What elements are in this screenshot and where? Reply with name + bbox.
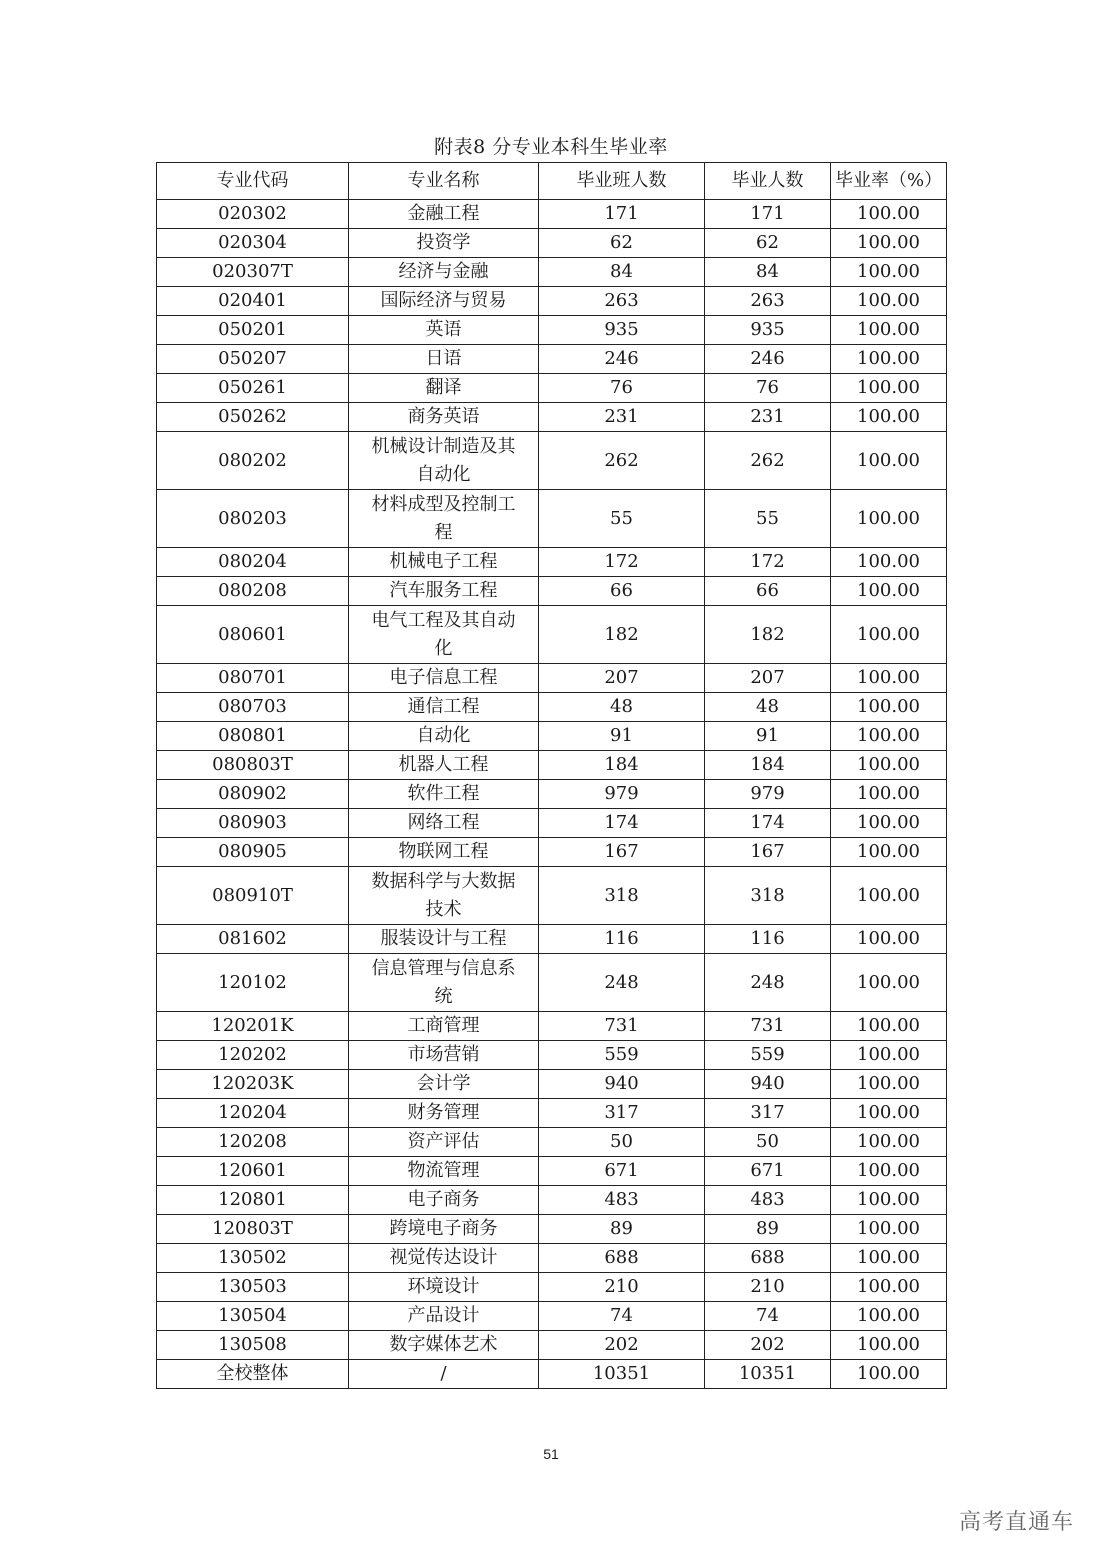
cell-code: 130503 (157, 1273, 349, 1302)
cell-name-line: 翻译 (425, 377, 462, 398)
watermark: 高考直通车 (958, 1510, 1074, 1535)
cell-class-count: 116 (539, 925, 705, 954)
cell-grad-count: 74 (705, 1302, 831, 1331)
cell-name-line: 程 (434, 521, 453, 543)
cell-class-count: 91 (539, 722, 705, 751)
cell-grad-count: 55 (705, 490, 831, 548)
table-row (157, 1099, 947, 1128)
cell-code: 020401 (157, 287, 349, 316)
cell-class-count: 62 (539, 229, 705, 258)
cell-code: 080703 (157, 693, 349, 722)
cell-class-count: 317 (539, 1099, 705, 1128)
cell-name-line: 电子商务 (407, 1189, 480, 1210)
cell-name-line: 机械电子工程 (389, 551, 498, 572)
cell-name (349, 1186, 539, 1215)
cell-name (349, 1244, 539, 1273)
cell-rate: 100.00 (831, 1302, 947, 1331)
cell-class-count: 688 (539, 1244, 705, 1273)
cell-rate: 100.00 (831, 345, 947, 374)
cell-name (349, 954, 539, 1012)
cell-code: 120601 (157, 1157, 349, 1186)
cell-grad-count: 76 (705, 374, 831, 403)
header-rate: 毕业率（%） (831, 163, 947, 200)
cell-name-line: 自动化 (416, 463, 471, 485)
table-row (157, 287, 947, 316)
cell-name (349, 1012, 539, 1041)
cell-grad-count: 318 (705, 867, 831, 925)
cell-rate: 100.00 (831, 287, 947, 316)
cell-rate: 100.00 (831, 1186, 947, 1215)
cell-rate: 100.00 (831, 1157, 947, 1186)
table-row (157, 1128, 947, 1157)
cell-grad-count: 979 (705, 780, 831, 809)
cell-name (349, 1070, 539, 1099)
cell-grad-count: 935 (705, 316, 831, 345)
cell-class-count: 731 (539, 1012, 705, 1041)
cell-rate: 100.00 (831, 1244, 947, 1273)
cell-class-count: 935 (539, 316, 705, 345)
cell-grad-count: 91 (705, 722, 831, 751)
cell-class-count: 483 (539, 1186, 705, 1215)
table-row (157, 1360, 947, 1389)
table-row (157, 925, 947, 954)
cell-rate: 100.00 (831, 229, 947, 258)
cell-grad-count: 559 (705, 1041, 831, 1070)
cell-grad-count: 246 (705, 345, 831, 374)
table-row (157, 200, 947, 229)
cell-class-count: 318 (539, 867, 705, 925)
cell-code: 130508 (157, 1331, 349, 1360)
cell-name-line: 产品设计 (407, 1305, 480, 1326)
cell-code: 130504 (157, 1302, 349, 1331)
cell-rate: 100.00 (831, 1128, 947, 1157)
cell-class-count: 66 (539, 577, 705, 606)
cell-grad-count: 48 (705, 693, 831, 722)
cell-code: 120803T (157, 1215, 349, 1244)
cell-name-line: 统 (434, 985, 453, 1007)
cell-rate: 100.00 (831, 548, 947, 577)
cell-grad-count: 940 (705, 1070, 831, 1099)
cell-name-line: 资产评估 (407, 1131, 480, 1152)
cell-name-line: 机器人工程 (398, 754, 489, 775)
cell-name (349, 693, 539, 722)
table-row (157, 577, 947, 606)
cell-name-line: 材料成型及控制工 (371, 493, 516, 515)
cell-name (349, 403, 539, 432)
cell-code: 080203 (157, 490, 349, 548)
cell-name-line: 电子信息工程 (389, 667, 498, 688)
table-row (157, 374, 947, 403)
header-code: 专业代码 (157, 163, 349, 200)
cell-class-count: 263 (539, 287, 705, 316)
cell-class-count: 10351 (539, 1360, 705, 1389)
cell-rate: 100.00 (831, 1041, 947, 1070)
cell-name (349, 200, 539, 229)
cell-rate: 100.00 (831, 1331, 947, 1360)
cell-rate: 100.00 (831, 1070, 947, 1099)
cell-code: 050201 (157, 316, 349, 345)
cell-name-line: 国际经济与贸易 (380, 290, 507, 311)
cell-name (349, 925, 539, 954)
cell-class-count: 248 (539, 954, 705, 1012)
cell-rate: 100.00 (831, 867, 947, 925)
cell-name-line: 金融工程 (407, 203, 480, 224)
cell-code: 020302 (157, 200, 349, 229)
cell-class-count: 940 (539, 1070, 705, 1099)
cell-name (349, 664, 539, 693)
cell-code: 120801 (157, 1186, 349, 1215)
table-row (157, 1302, 947, 1331)
header-name: 专业名称 (349, 163, 539, 200)
cell-rate: 100.00 (831, 1215, 947, 1244)
cell-grad-count: 202 (705, 1331, 831, 1360)
cell-code: 130502 (157, 1244, 349, 1273)
cell-class-count: 171 (539, 200, 705, 229)
cell-name (349, 229, 539, 258)
cell-code: 020307T (157, 258, 349, 287)
cell-rate: 100.00 (831, 838, 947, 867)
table-row (157, 490, 947, 548)
cell-name (349, 1360, 539, 1389)
cell-name (349, 287, 539, 316)
cell-name (349, 722, 539, 751)
cell-class-count: 76 (539, 374, 705, 403)
cell-code: 050262 (157, 403, 349, 432)
cell-name (349, 490, 539, 548)
cell-grad-count: 116 (705, 925, 831, 954)
cell-code: 120201K (157, 1012, 349, 1041)
cell-name-line: 跨境电子商务 (389, 1218, 498, 1239)
cell-name-line: 机械设计制造及其 (371, 435, 516, 457)
cell-rate: 100.00 (831, 780, 947, 809)
table-row (157, 403, 947, 432)
cell-name (349, 867, 539, 925)
cell-name (349, 1331, 539, 1360)
cell-name-line: 财务管理 (407, 1102, 480, 1123)
cell-class-count: 202 (539, 1331, 705, 1360)
table-row (157, 316, 947, 345)
cell-class-count: 207 (539, 664, 705, 693)
cell-name-line: 软件工程 (407, 783, 480, 804)
table-row (157, 548, 947, 577)
cell-code: 081602 (157, 925, 349, 954)
cell-name-line: 英语 (425, 319, 462, 340)
cell-grad-count: 50 (705, 1128, 831, 1157)
cell-grad-count: 671 (705, 1157, 831, 1186)
cell-grad-count: 207 (705, 664, 831, 693)
cell-grad-count: 210 (705, 1273, 831, 1302)
cell-name-line: 会计学 (416, 1073, 471, 1094)
cell-name (349, 606, 539, 664)
cell-grad-count: 263 (705, 287, 831, 316)
cell-rate: 100.00 (831, 316, 947, 345)
table-row (157, 867, 947, 925)
table-body (157, 200, 947, 1389)
cell-name (349, 432, 539, 490)
cell-rate: 100.00 (831, 1273, 947, 1302)
cell-name-line: 日语 (425, 348, 462, 369)
cell-name-line: 投资学 (416, 232, 471, 253)
cell-name (349, 258, 539, 287)
cell-class-count: 48 (539, 693, 705, 722)
cell-class-count: 979 (539, 780, 705, 809)
cell-grad-count: 171 (705, 200, 831, 229)
cell-grad-count: 84 (705, 258, 831, 287)
cell-grad-count: 10351 (705, 1360, 831, 1389)
cell-code: 080803T (157, 751, 349, 780)
cell-grad-count: 172 (705, 548, 831, 577)
cell-code: 全校整体 (157, 1360, 349, 1389)
cell-grad-count: 184 (705, 751, 831, 780)
cell-class-count: 84 (539, 258, 705, 287)
cell-name (349, 316, 539, 345)
cell-rate: 100.00 (831, 954, 947, 1012)
cell-grad-count: 62 (705, 229, 831, 258)
cell-code: 080910T (157, 867, 349, 925)
cell-code: 120203K (157, 1070, 349, 1099)
graduation-rate-table (156, 162, 947, 1389)
table-row (157, 664, 947, 693)
cell-class-count: 172 (539, 548, 705, 577)
cell-code: 120102 (157, 954, 349, 1012)
cell-name-line: 商务英语 (407, 406, 480, 427)
table-row (157, 1244, 947, 1273)
cell-class-count: 167 (539, 838, 705, 867)
table-row (157, 1215, 947, 1244)
cell-name (349, 1273, 539, 1302)
cell-grad-count: 248 (705, 954, 831, 1012)
table-row (157, 1157, 947, 1186)
cell-code: 080801 (157, 722, 349, 751)
cell-name-line: 服装设计与工程 (380, 928, 507, 949)
cell-rate: 100.00 (831, 200, 947, 229)
cell-name (349, 374, 539, 403)
table-row (157, 606, 947, 664)
cell-rate: 100.00 (831, 490, 947, 548)
cell-code: 080204 (157, 548, 349, 577)
cell-name-line: 信息管理与信息系 (371, 957, 516, 979)
cell-class-count: 671 (539, 1157, 705, 1186)
cell-name-line: 汽车服务工程 (389, 580, 498, 601)
cell-name (349, 577, 539, 606)
cell-code: 080601 (157, 606, 349, 664)
cell-grad-count: 66 (705, 577, 831, 606)
cell-name-line: 市场营销 (407, 1044, 480, 1065)
cell-rate: 100.00 (831, 925, 947, 954)
table-row (157, 954, 947, 1012)
cell-name (349, 1157, 539, 1186)
cell-class-count: 50 (539, 1128, 705, 1157)
cell-class-count: 74 (539, 1302, 705, 1331)
cell-name-line: 化 (434, 637, 453, 659)
cell-code: 020304 (157, 229, 349, 258)
cell-code: 080202 (157, 432, 349, 490)
cell-code: 050261 (157, 374, 349, 403)
cell-name-line: 经济与金融 (398, 261, 489, 282)
cell-name-line: 自动化 (416, 725, 471, 746)
cell-grad-count: 89 (705, 1215, 831, 1244)
cell-class-count: 184 (539, 751, 705, 780)
table-row (157, 751, 947, 780)
cell-class-count: 231 (539, 403, 705, 432)
cell-name-line: 数字媒体艺术 (389, 1334, 498, 1355)
cell-name (349, 751, 539, 780)
cell-code: 120202 (157, 1041, 349, 1070)
cell-rate: 100.00 (831, 432, 947, 490)
cell-rate: 100.00 (831, 258, 947, 287)
cell-grad-count: 182 (705, 606, 831, 664)
table-row (157, 809, 947, 838)
table-header-row (157, 163, 947, 200)
header-grad-count: 毕业人数 (705, 163, 831, 200)
table-row (157, 1012, 947, 1041)
cell-grad-count: 317 (705, 1099, 831, 1128)
cell-code: 080208 (157, 577, 349, 606)
cell-rate: 100.00 (831, 1360, 947, 1389)
cell-name (349, 780, 539, 809)
table-row (157, 1041, 947, 1070)
cell-code: 080701 (157, 664, 349, 693)
table-row (157, 345, 947, 374)
table-row (157, 1070, 947, 1099)
table-row (157, 1273, 947, 1302)
cell-class-count: 182 (539, 606, 705, 664)
table-row (157, 693, 947, 722)
page-number: 51 (543, 1446, 559, 1462)
cell-rate: 100.00 (831, 722, 947, 751)
cell-grad-count: 731 (705, 1012, 831, 1041)
table-row (157, 838, 947, 867)
cell-name-line: 物联网工程 (398, 841, 489, 862)
cell-rate: 100.00 (831, 693, 947, 722)
table-row (157, 780, 947, 809)
cell-code: 080902 (157, 780, 349, 809)
cell-rate: 100.00 (831, 577, 947, 606)
cell-grad-count: 262 (705, 432, 831, 490)
cell-name (349, 1215, 539, 1244)
cell-name-line: 数据科学与大数据 (371, 870, 516, 892)
cell-name-line: 工商管理 (407, 1015, 480, 1036)
table-row (157, 1186, 947, 1215)
cell-rate: 100.00 (831, 374, 947, 403)
cell-code: 120208 (157, 1128, 349, 1157)
cell-name (349, 548, 539, 577)
cell-name-line: 视觉传达设计 (389, 1247, 498, 1268)
table-row (157, 722, 947, 751)
table-caption: 附表8 分专业本科生毕业率 (434, 136, 668, 158)
cell-class-count: 174 (539, 809, 705, 838)
cell-name (349, 1099, 539, 1128)
cell-rate: 100.00 (831, 1012, 947, 1041)
table-row (157, 258, 947, 287)
cell-class-count: 89 (539, 1215, 705, 1244)
cell-code: 050207 (157, 345, 349, 374)
cell-grad-count: 483 (705, 1186, 831, 1215)
cell-rate: 100.00 (831, 606, 947, 664)
cell-name-line: 网络工程 (407, 812, 480, 833)
table-row (157, 432, 947, 490)
cell-class-count: 246 (539, 345, 705, 374)
table-row (157, 229, 947, 258)
cell-code: 080905 (157, 838, 349, 867)
cell-name-line: 环境设计 (407, 1276, 480, 1297)
table-row (157, 1331, 947, 1360)
cell-name (349, 1128, 539, 1157)
cell-rate: 100.00 (831, 809, 947, 838)
cell-name-line: 技术 (425, 898, 462, 920)
cell-name-line: / (440, 1363, 447, 1384)
cell-grad-count: 688 (705, 1244, 831, 1273)
cell-name (349, 838, 539, 867)
cell-name-line: 通信工程 (407, 696, 480, 717)
cell-grad-count: 231 (705, 403, 831, 432)
cell-class-count: 262 (539, 432, 705, 490)
cell-name (349, 1041, 539, 1070)
cell-name-line: 物流管理 (407, 1160, 480, 1181)
cell-name (349, 1302, 539, 1331)
cell-grad-count: 174 (705, 809, 831, 838)
cell-class-count: 210 (539, 1273, 705, 1302)
cell-class-count: 559 (539, 1041, 705, 1070)
cell-code: 080903 (157, 809, 349, 838)
cell-rate: 100.00 (831, 1099, 947, 1128)
cell-name (349, 345, 539, 374)
cell-class-count: 55 (539, 490, 705, 548)
cell-name (349, 809, 539, 838)
header-class-count: 毕业班人数 (539, 163, 705, 200)
cell-rate: 100.00 (831, 403, 947, 432)
cell-name-line: 电气工程及其自动 (371, 609, 516, 631)
cell-code: 120204 (157, 1099, 349, 1128)
cell-grad-count: 167 (705, 838, 831, 867)
cell-rate: 100.00 (831, 751, 947, 780)
cell-rate: 100.00 (831, 664, 947, 693)
